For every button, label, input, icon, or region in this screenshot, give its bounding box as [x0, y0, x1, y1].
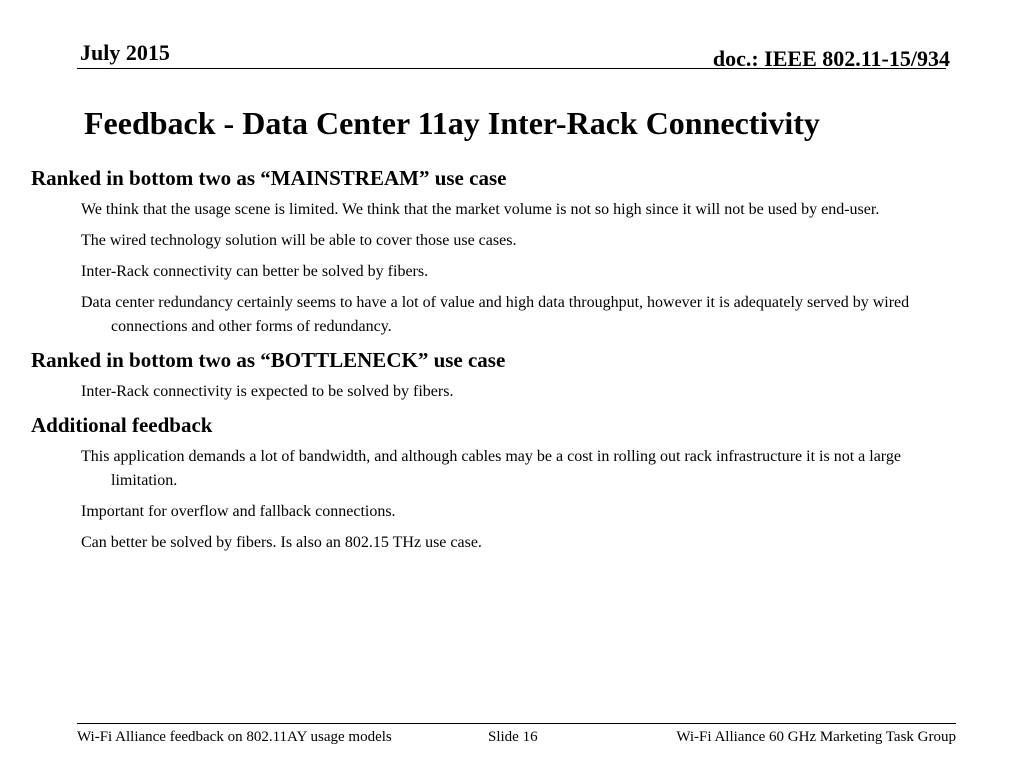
footer-left-text: Wi-Fi Alliance feedback on 802.11AY usage models [77, 729, 392, 745]
bullet-item: We think that the usage scene is limited. We think that the market volume is not so high since it will not be used by end-user. [81, 201, 880, 218]
section-additional-feedback [31, 411, 961, 555]
footer-divider [77, 723, 956, 724]
section-heading: Ranked in bottom two as “MAINSTREAM” use case [31, 166, 507, 190]
bullet-item: Inter-Rack connectivity is expected to be solved by fibers. [81, 383, 454, 400]
section-mainstream [31, 164, 961, 339]
section-heading: Ranked in bottom two as “BOTTLENECK” use case [31, 348, 506, 372]
slide-body [31, 164, 961, 562]
bullet-item: Important for overflow and fallback connections. [81, 503, 396, 520]
header-divider [77, 68, 946, 69]
header-doc-id: doc.: IEEE 802.11-15/934 [712, 46, 950, 71]
footer-right-text: Wi-Fi Alliance 60 GHz Marketing Task Group [676, 729, 956, 745]
header-date: July 2015 [80, 40, 170, 65]
bullet-item: The wired technology solution will be able to cover those use cases. [81, 232, 517, 249]
slide-title: Feedback - Data Center 11ay Inter-Rack Connectivity [84, 105, 820, 141]
section-heading: Additional feedback [31, 413, 213, 437]
slide-number: Slide 16 [488, 729, 538, 745]
bullet-item: This application demands a lot of bandwidth, and although cables may be a cost in rolling out rack infrastructure it is not a large limitation. [81, 448, 901, 489]
bullet-item: Inter-Rack connectivity can better be solved by fibers. [81, 263, 429, 280]
bullet-item: Data center redundancy certainly seems to have a lot of value and high data throughput, however it is adequately served by wired connections and other forms of redundancy. [81, 294, 910, 335]
bullet-item: Can better be solved by fibers. Is also an 802.15 THz use case. [81, 534, 482, 551]
section-bottleneck [31, 346, 961, 404]
